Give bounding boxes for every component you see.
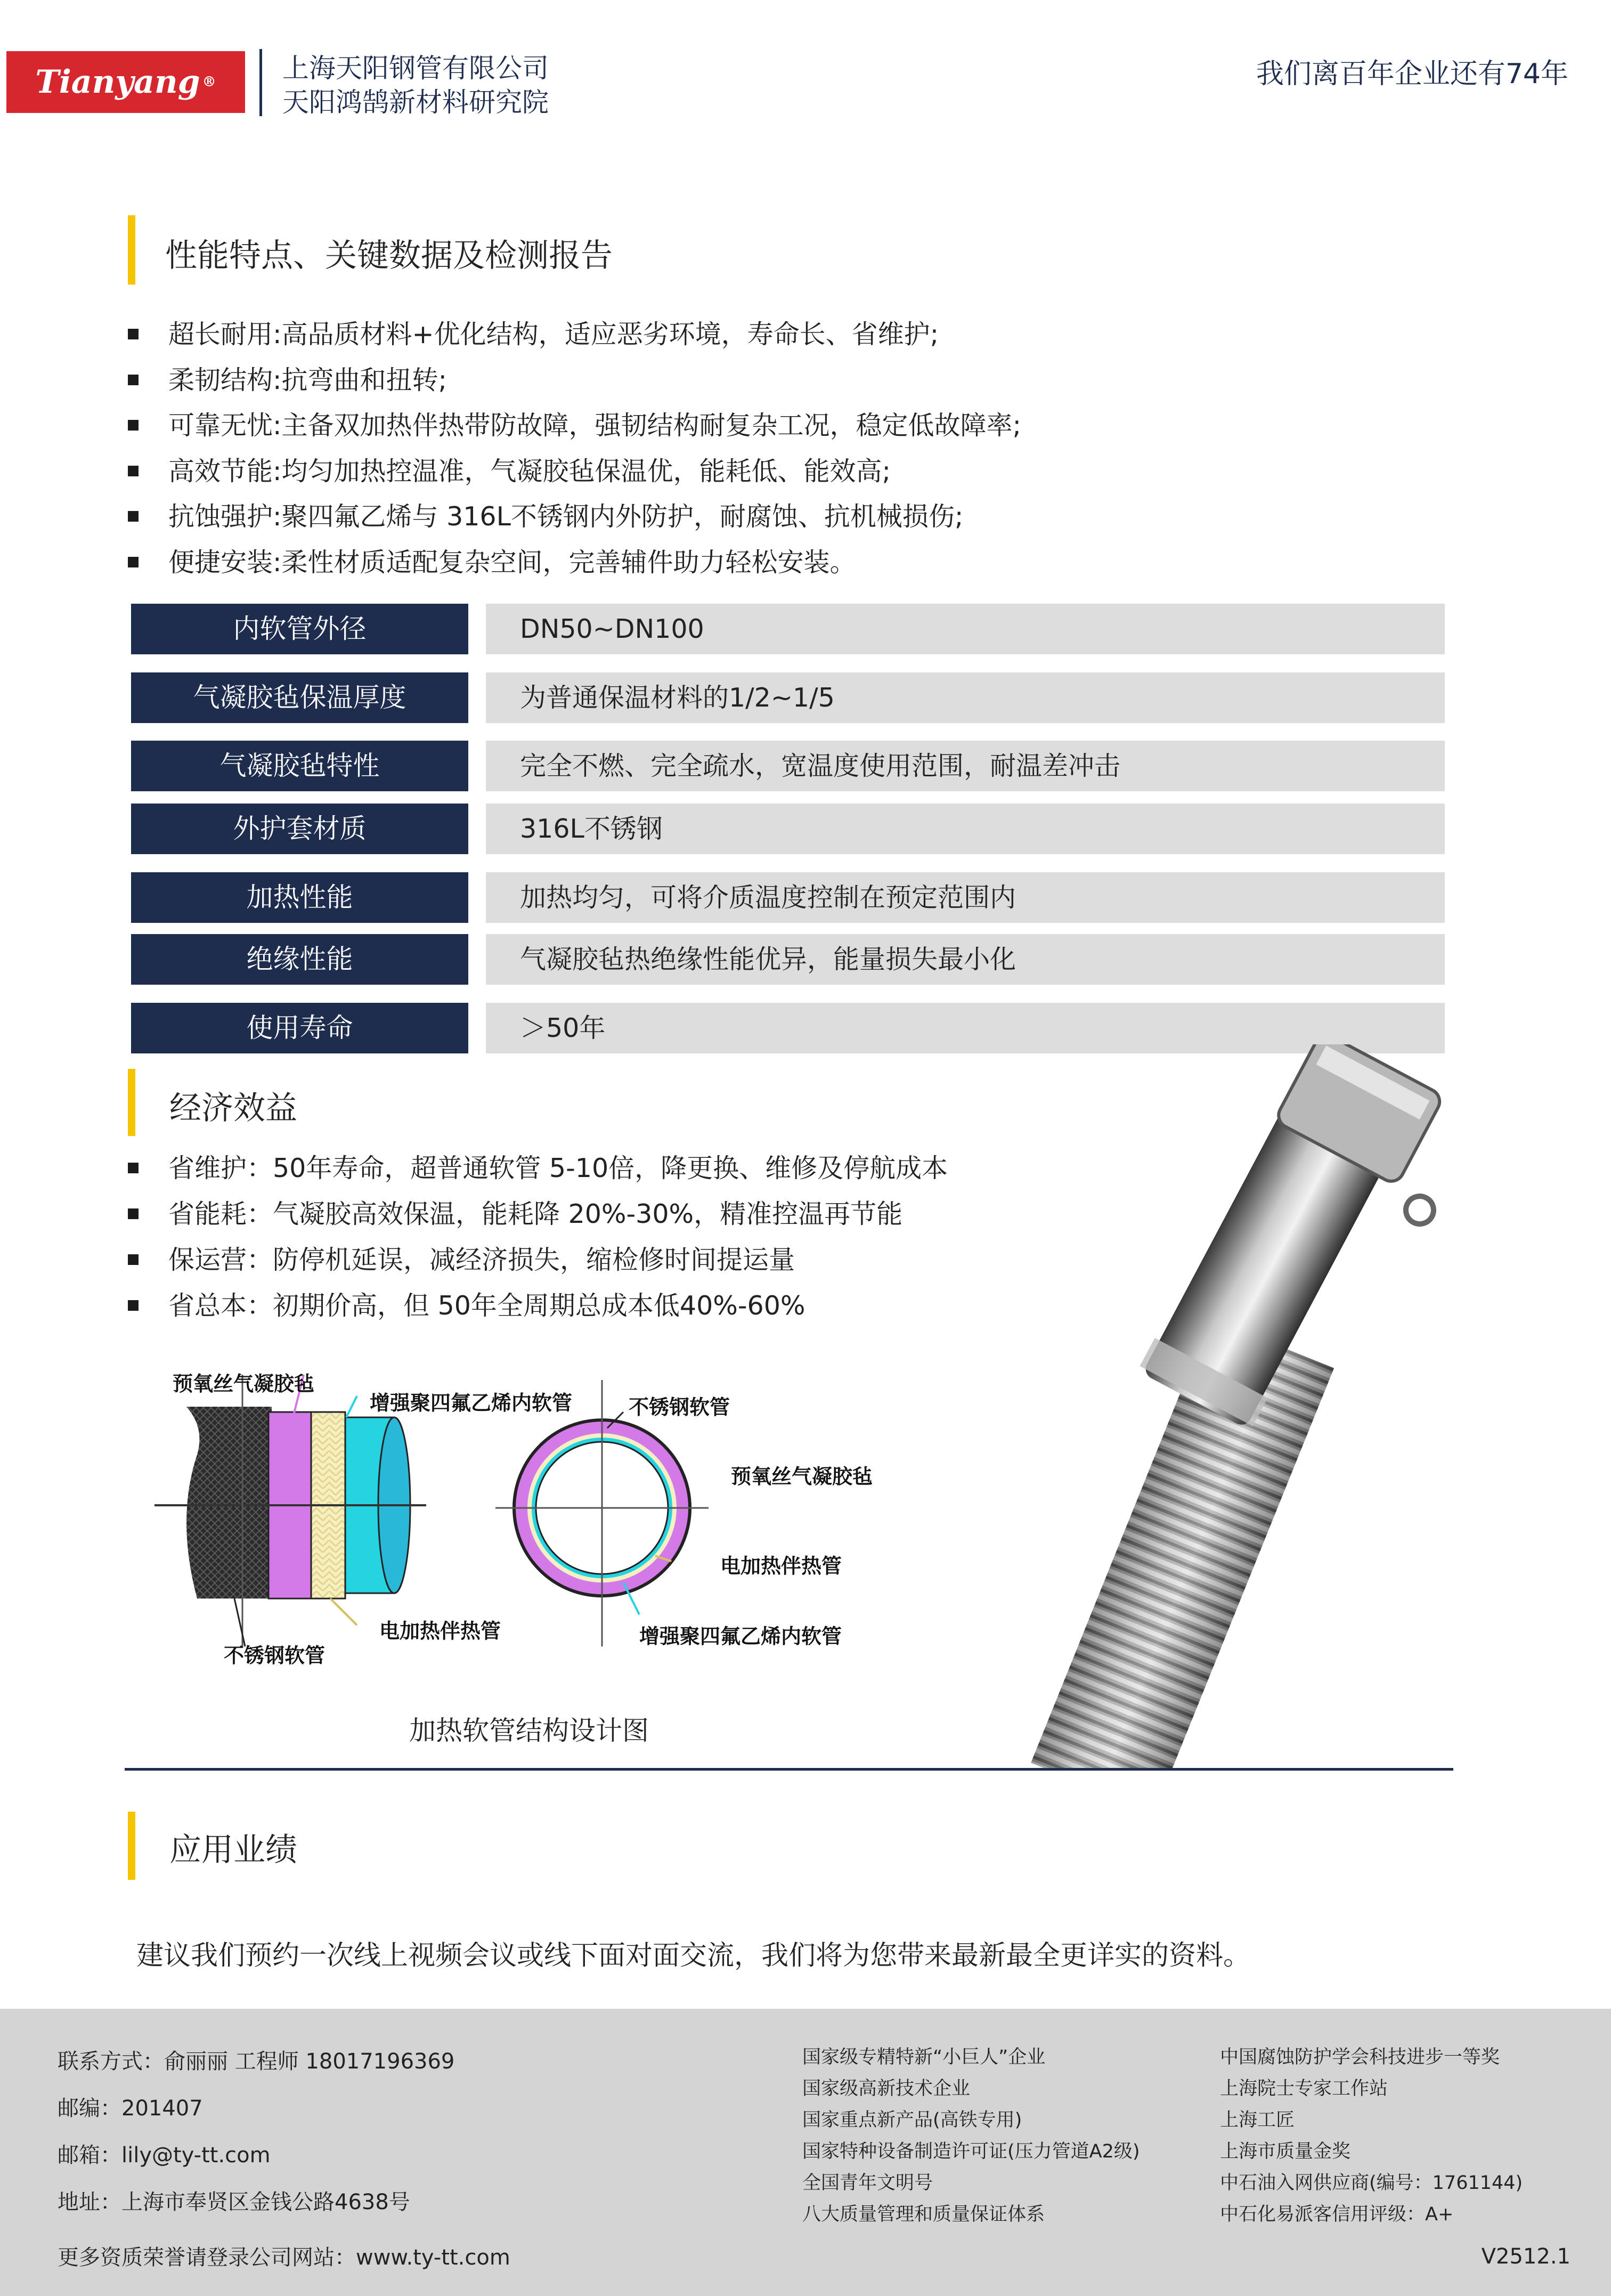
honor-item: 上海院士专家工作站 bbox=[1220, 2078, 1388, 2099]
feature-item: 高效节能:均匀加热控温准，气凝胶毡保温优，能耗低、能效高; bbox=[128, 449, 1021, 494]
feature-list bbox=[128, 312, 1021, 585]
diagram-label-steel-hose: 不锈钢软管 bbox=[224, 1644, 326, 1667]
spec-value: 气凝胶毡热绝缘性能优异，能量损失最小化 bbox=[486, 934, 1445, 985]
spec-label: 气凝胶毡特性 bbox=[131, 741, 468, 791]
spec-label: 绝缘性能 bbox=[131, 934, 468, 985]
honor-item: 国家特种设备制造许可证(压力管道A2级) bbox=[802, 2141, 1140, 2162]
section-title-economics: 经济效益 bbox=[169, 1090, 297, 1127]
spec-label: 外护套材质 bbox=[131, 804, 468, 854]
logo-registered-mark: ® bbox=[202, 74, 216, 90]
spec-value: 加热均匀，可将介质温度控制在预定范围内 bbox=[486, 872, 1445, 923]
invitation-text: 建议我们预约一次线上视频会议或线下面对面交流，我们将为您带来最新最全更详实的资料。 bbox=[136, 1940, 1251, 1972]
section-title-applications: 应用业绩 bbox=[169, 1831, 297, 1869]
honor-item: 八大质量管理和质量保证体系 bbox=[802, 2204, 1045, 2225]
spec-value: 为普通保温材料的1/2~1/5 bbox=[486, 672, 1445, 723]
spec-row bbox=[131, 872, 1445, 923]
diagram-label-aerogel: 预氧丝气凝胶毡 bbox=[173, 1372, 315, 1396]
company-name-line1: 上海天阳钢管有限公司 bbox=[282, 53, 549, 84]
honors-list-2 bbox=[1220, 2042, 1523, 2230]
coupling-ring bbox=[1401, 1191, 1438, 1229]
heating-hose-product-image bbox=[948, 1044, 1513, 1769]
section-title-features: 性能特点、关键数据及检测报告 bbox=[165, 237, 613, 274]
logo-text: Tianyang bbox=[35, 63, 200, 101]
section-title-bar bbox=[128, 1069, 135, 1136]
company-logo bbox=[6, 51, 245, 113]
spec-row bbox=[131, 804, 1445, 854]
contact-person: 联系方式：俞丽丽 工程师 18017196369 bbox=[58, 2049, 455, 2074]
benefit-item: 保运营：防停机延误，减经济损失，缩检修时间提运量 bbox=[128, 1237, 948, 1283]
company-name-line2: 天阳鸿鹄新材料研究院 bbox=[282, 87, 549, 118]
contact-email[interactable]: 邮箱：lily@ty-tt.com bbox=[58, 2143, 271, 2168]
feature-item: 可靠无忧:主备双加热伴热带防故障，强韧结构耐复杂工况，稳定低故障率; bbox=[128, 403, 1021, 449]
benefit-item: 省能耗：气凝胶高效保温，能耗降 20%-30%，精准控温再节能 bbox=[128, 1191, 948, 1237]
header-slogan: 我们离百年企业还有74年 bbox=[1256, 58, 1568, 90]
feature-item: 柔韧结构:抗弯曲和扭转; bbox=[128, 358, 1021, 403]
spec-label: 气凝胶毡保温厚度 bbox=[131, 672, 468, 723]
benefit-item: 省维护：50年寿命，超普通软管 5-10倍，降更换、维修及停航成本 bbox=[128, 1146, 948, 1191]
honor-item: 中国腐蚀防护学会科技进步一等奖 bbox=[1220, 2047, 1500, 2068]
diagram-label-steel-hose-right: 不锈钢软管 bbox=[629, 1396, 730, 1419]
spec-value: ＞50年 bbox=[486, 1003, 1445, 1053]
section-title-bar bbox=[128, 1812, 135, 1880]
spec-label: 加热性能 bbox=[131, 872, 468, 923]
stainless-steel-hose-layer bbox=[186, 1407, 272, 1599]
spec-label: 使用寿命 bbox=[131, 1003, 468, 1053]
spec-label: 内软管外径 bbox=[131, 604, 468, 654]
company-address: 地址：上海市奉贤区金钱公路4638号 bbox=[58, 2190, 410, 2214]
document-version: V2512.1 bbox=[1481, 2244, 1571, 2269]
diagram-label-ptfe: 增强聚四氟乙烯内软管 bbox=[370, 1391, 573, 1415]
honor-item: 国家级高新技术企业 bbox=[802, 2078, 971, 2099]
spec-row bbox=[131, 934, 1445, 985]
honor-item: 上海市质量金奖 bbox=[1220, 2141, 1351, 2162]
spec-row bbox=[131, 672, 1445, 723]
spec-value: DN50~DN100 bbox=[486, 604, 1445, 654]
postcode: 邮编：201407 bbox=[58, 2096, 203, 2121]
honor-item: 上海工匠 bbox=[1220, 2110, 1295, 2131]
section-title-bar bbox=[128, 215, 135, 285]
honor-item: 国家重点新产品(高铁专用) bbox=[802, 2110, 1022, 2131]
diagram-label-heater: 电加热伴热管 bbox=[379, 1619, 501, 1643]
spec-value: 完全不燃、完全疏水，宽温度使用范围，耐温差冲击 bbox=[486, 741, 1445, 791]
feature-item: 便捷安装:柔性材质适配复杂空间，完善辅件助力轻松安装。 bbox=[128, 540, 1021, 586]
honors-list-1 bbox=[802, 2042, 1140, 2230]
honor-item: 全国青年文明号 bbox=[802, 2172, 933, 2194]
section-divider bbox=[125, 1768, 1453, 1771]
diagram-label-heater-right: 电加热伴热管 bbox=[720, 1554, 842, 1578]
spec-row bbox=[131, 604, 1445, 654]
honor-item: 国家级专精特新“小巨人”企业 bbox=[802, 2047, 1046, 2068]
diagram-label-ptfe-right: 增强聚四氟乙烯内软管 bbox=[639, 1625, 842, 1648]
benefit-item: 省总本：初期价高，但 50年全周期总成本低40%-60% bbox=[128, 1283, 948, 1329]
website-line[interactable]: 更多资质荣誉请登录公司网站：www.ty-tt.com bbox=[58, 2245, 510, 2270]
diagram-caption: 加热软管结构设计图 bbox=[409, 1715, 649, 1746]
company-names bbox=[282, 51, 549, 119]
honor-item: 中石化易派客信用评级：A+ bbox=[1220, 2204, 1454, 2225]
spec-row bbox=[131, 741, 1445, 791]
spec-value: 316L不锈钢 bbox=[486, 804, 1445, 854]
feature-item: 超长耐用:高品质材料+优化结构，适应恶劣环境，寿命长、省维护; bbox=[128, 312, 1021, 358]
contact-block bbox=[58, 2038, 454, 2226]
diagram-label-aerogel-right: 预氧丝气凝胶毡 bbox=[731, 1465, 873, 1488]
feature-item: 抗蚀强护:聚四氟乙烯与 316L不锈钢内外防护，耐腐蚀、抗机械损伤; bbox=[128, 494, 1021, 540]
honor-item: 中石油入网供应商(编号：1761144) bbox=[1220, 2172, 1523, 2194]
header-divider bbox=[259, 49, 262, 116]
economic-benefit-list bbox=[128, 1146, 948, 1329]
